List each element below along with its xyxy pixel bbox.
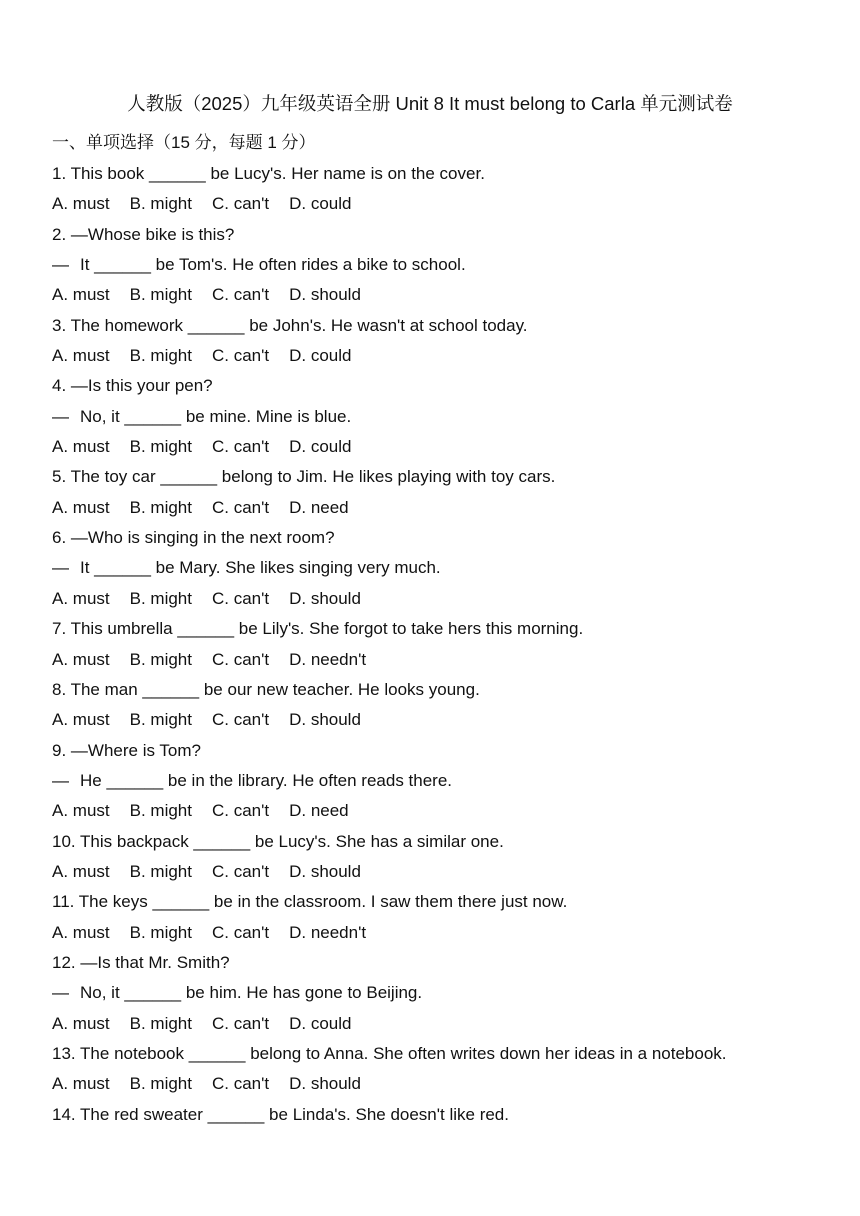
- answer-option: A. must: [52, 285, 110, 305]
- answer-option: B. might: [129, 588, 192, 608]
- dialogue-reply: [52, 979, 852, 1009]
- dialogue-reply: [52, 403, 852, 433]
- answer-option: D. should: [289, 588, 361, 608]
- answer-options: [52, 858, 852, 888]
- question-stem: 3. The homework ______ be John's. He wasn't at school today.: [52, 315, 528, 335]
- answer-option: B. might: [129, 1013, 192, 1033]
- answer-options: [52, 919, 852, 949]
- answer-option: D. could: [289, 437, 352, 457]
- answer-options: [52, 1070, 852, 1100]
- section-heading: 一、单项选择（15 分，每题 1 分）: [52, 133, 316, 152]
- answer-option: B. might: [129, 437, 192, 457]
- answer-option: B. might: [129, 710, 192, 730]
- answer-option: A. must: [52, 1013, 110, 1033]
- question-stem: 8. The man ______ be our new teacher. He looks young.: [52, 679, 480, 699]
- answer-option: A. must: [52, 497, 110, 517]
- answer-options: [52, 1010, 852, 1040]
- reply-text: No, it ______ be him. He has gone to Beijing.: [80, 983, 423, 1003]
- dialogue-reply: [52, 251, 852, 281]
- answer-option: B. might: [129, 922, 192, 942]
- answer-option: A. must: [52, 922, 110, 942]
- answer-option: B. might: [129, 801, 192, 821]
- question-stem: 2. —Whose bike is this?: [52, 224, 235, 244]
- question-stem: 12. —Is that Mr. Smith?: [52, 952, 230, 972]
- answer-option: C. can't: [211, 801, 270, 821]
- answer-option: D. should: [289, 1074, 361, 1094]
- answer-option: B. might: [129, 497, 192, 517]
- question-stem: 1. This book ______ be Lucy's. Her name is on the cover.: [52, 164, 485, 183]
- answer-options: [52, 706, 852, 736]
- answer-option: B. might: [129, 285, 192, 305]
- answer-option: C. can't: [211, 1013, 270, 1033]
- answer-option: D. could: [289, 194, 352, 214]
- answer-option: B. might: [129, 1074, 192, 1094]
- answer-option: C. can't: [211, 437, 270, 457]
- question-stem: 9. —Where is Tom?: [52, 740, 201, 760]
- answer-option: A. must: [52, 194, 110, 214]
- answer-option: D. needn't: [289, 649, 367, 669]
- answer-option: C. can't: [211, 285, 270, 305]
- answer-option: D. could: [289, 1013, 352, 1033]
- answer-option: D. should: [289, 285, 361, 305]
- question-stem: 5. The toy car ______ belong to Jim. He likes playing with toy cars.: [52, 467, 556, 487]
- reply-text: It ______ be Mary. She likes singing very much.: [80, 558, 441, 578]
- answer-option: B. might: [129, 194, 192, 214]
- answer-options: [52, 281, 852, 311]
- answer-option: C. can't: [211, 861, 270, 881]
- dialogue-reply: [52, 554, 852, 584]
- question-stem: 13. The notebook ______ belong to Anna. She often writes down her ideas in a notebook.: [52, 1043, 727, 1063]
- question-stem: 6. —Who is singing in the next room?: [52, 528, 335, 548]
- page-title: 人教版（2025）九年级英语全册 Unit 8 It must belong to Carla 单元测试卷: [127, 93, 733, 114]
- answer-options: [52, 342, 852, 372]
- answer-option: C. can't: [211, 922, 270, 942]
- answer-option: D. need: [289, 497, 349, 517]
- question-stem: 11. The keys ______ be in the classroom. I saw them there just now.: [52, 892, 568, 912]
- answer-option: B. might: [129, 346, 192, 366]
- question-stem: 4. —Is this your pen?: [52, 376, 213, 396]
- question-stem: 7. This umbrella ______ be Lily's. She forgot to take hers this morning.: [52, 619, 584, 639]
- answer-option: D. needn't: [289, 922, 367, 942]
- answer-option: A. must: [52, 346, 110, 366]
- answer-option: A. must: [52, 649, 110, 669]
- question-stem: 14. The red sweater ______ be Linda's. She doesn't like red.: [52, 1104, 509, 1124]
- answer-option: C. can't: [211, 1074, 270, 1094]
- answer-option: A. must: [52, 437, 110, 457]
- answer-option: B. might: [129, 861, 192, 881]
- reply-dash: —: [52, 406, 69, 426]
- answer-option: A. must: [52, 801, 110, 821]
- answer-options: [52, 433, 852, 463]
- reply-dash: —: [52, 770, 69, 790]
- answer-option: C. can't: [211, 710, 270, 730]
- answer-options: [52, 190, 852, 220]
- answer-option: C. can't: [211, 588, 270, 608]
- answer-options: [52, 646, 852, 676]
- question-stem: 10. This backpack ______ be Lucy's. She has a similar one.: [52, 831, 504, 851]
- answer-options: [52, 585, 852, 615]
- reply-text: It ______ be Tom's. He often rides a bike to school.: [80, 255, 466, 275]
- reply-dash: —: [52, 255, 69, 275]
- reply-dash: —: [52, 983, 69, 1003]
- answer-option: C. can't: [211, 649, 270, 669]
- dialogue-reply: [52, 767, 852, 797]
- reply-text: He ______ be in the library. He often reads there.: [80, 770, 453, 790]
- answer-option: D. could: [289, 346, 352, 366]
- answer-option: A. must: [52, 861, 110, 881]
- answer-option: A. must: [52, 1074, 110, 1094]
- reply-text: No, it ______ be mine. Mine is blue.: [80, 406, 352, 426]
- answer-option: B. might: [129, 649, 192, 669]
- answer-option: C. can't: [211, 194, 270, 214]
- answer-options: [52, 797, 852, 827]
- answer-option: C. can't: [211, 346, 270, 366]
- answer-options: [52, 494, 852, 524]
- answer-option: C. can't: [211, 497, 270, 517]
- answer-option: A. must: [52, 710, 110, 730]
- answer-option: D. should: [289, 710, 361, 730]
- answer-option: A. must: [52, 588, 110, 608]
- reply-dash: —: [52, 558, 69, 578]
- answer-option: D. should: [289, 861, 361, 881]
- answer-option: D. need: [289, 801, 349, 821]
- question-list: [52, 160, 852, 1131]
